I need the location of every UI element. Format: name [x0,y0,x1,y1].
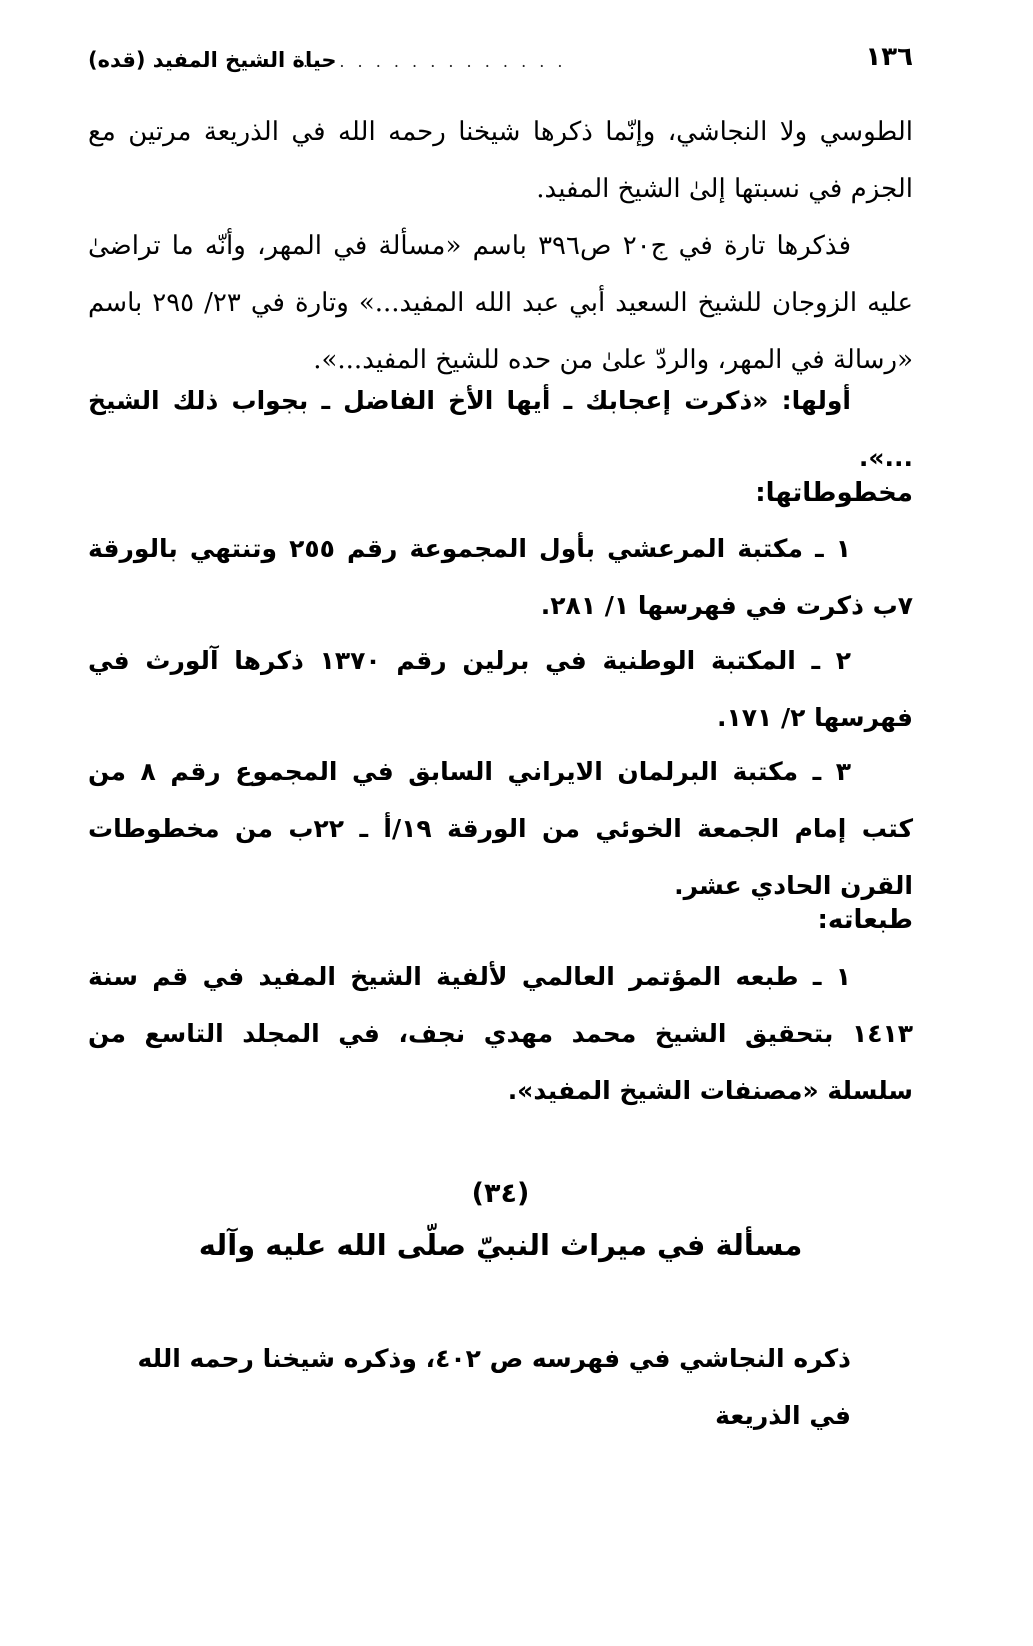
page-number: ١٣٦ [865,42,913,72]
running-title: حياة الشيخ المفيد (قده) [88,48,337,72]
section-first-line: ذكره النجاشي في فهرسه ص ٤٠٢، وذكره شيخنا رحمه الله في الذريعة [137,1344,851,1430]
section-number: (٣٤) [471,1178,530,1209]
editions-heading: طبعاته: [817,905,913,935]
manuscript-item-2: ٢ ـ المكتبة الوطنية في برلين رقم ١٣٧٠ ذكرها آلورث في فهرسها ٢/ ١٧١. [88,646,913,732]
book-page [88,0,913,1646]
edition-item-1: ١ ـ طبعه المؤتمر العالمي لألفية الشيخ المفيد في قم سنة ١٤١٣ بتحقيق الشيخ محمد مهدي نجف، في المجلد التاسع من سلسلة «مصنفات الشيخ المفيد». [88,962,913,1105]
manuscripts-heading: مخطوطاتها: [755,478,913,508]
section-title: مسألة في ميراث النبيّ صلّى الله عليه وآله [198,1228,803,1262]
manuscript-item-1: ١ ـ مكتبة المرعشي بأول المجموعة رقم ٢٥٥ وتنتهي بالورقة ٧ب ذكرت في فهرسها ١/ ٢٨١. [88,534,913,620]
intro-paragraph-3: أولها: «ذكرت إعجابك ـ أيها الأخ الفاضل ـ بجواب ذلك الشيخ ...». [88,386,913,472]
header-leader-dots: . . . . . . . . . . . . . . . [303,52,567,71]
intro-paragraph-1: الطوسي ولا النجاشي، وإنّما ذكرها شيخنا رحمه الله في الذريعة مرتين مع الجزم في نسبتها إلىٰ الشيخ المفيد. [88,117,913,204]
manuscript-item-3: ٣ ـ مكتبة البرلمان الايراني السابق في المجموع رقم ٨ من كتب إمام الجمعة الخوئي من الورقة ١٩/أ ـ ٢٢ب من مخطوطات القرن الحادي عشر. [88,757,913,900]
intro-paragraph-2: فذكرها تارة في ج٢٠ ص٣٩٦ باسم «مسألة في المهر، وأنّه ما تراضىٰ عليه الزوجان للشيخ السعيد أبي عبد الله المفيد...» وتارة في ٢٣/ ٢٩٥ باسم «رسالة في المهر، والردّ علىٰ من حده للشيخ المفيد...». [88,231,913,375]
page-header [88,42,913,82]
